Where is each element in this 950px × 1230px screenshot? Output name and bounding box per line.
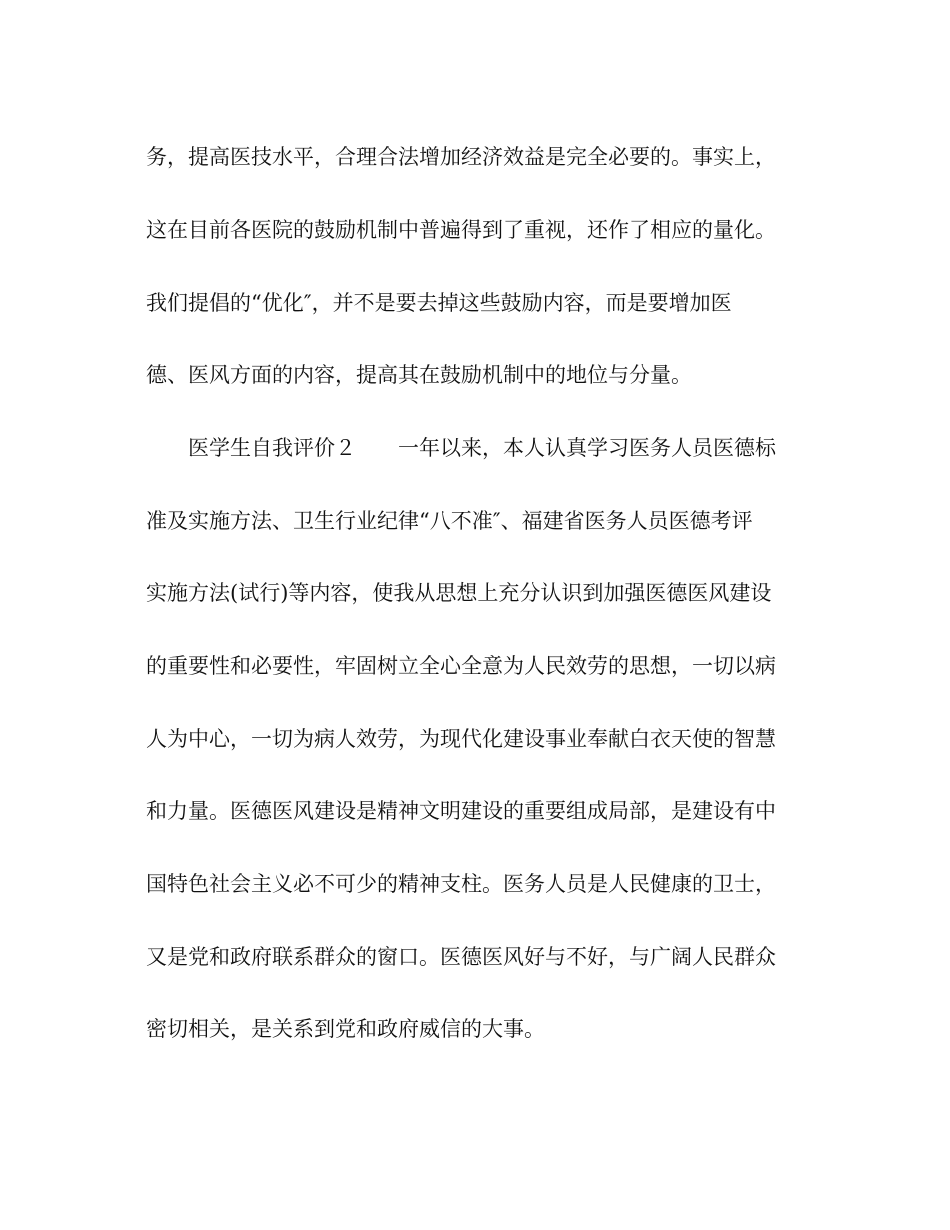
text-line: 和力量。医德医风建设是精神文明建设的重要组成局部，是建设有中 — [146, 799, 776, 823]
text-line: 国特色社会主义必不可少的精神支柱。医务人员是人民健康的卫士， — [146, 872, 776, 896]
text-line: 德、医风方面的内容，提高其在鼓励机制中的地位与分量。 — [146, 363, 692, 387]
text-line: 医学生自我评价２ 一年以来，本人认真学习医务人员医德标 — [146, 436, 776, 460]
text-line: 准及实施方法、卫生行业纪律“八不准″、福建省医务人员医德考评 — [146, 509, 753, 533]
text-line: 又是党和政府联系群众的窗口。医德医风好与不好，与广阔人民群众 — [146, 945, 776, 969]
text-line: 实施方法(试行)等内容，使我从思想上充分认识到加强医德医风建设 — [146, 581, 772, 605]
text-line: 密切相关，是关系到党和政府威信的大事。 — [146, 1017, 545, 1041]
text-line: 人为中心，一切为病人效劳，为现代化建设事业奉献白衣天使的智慧 — [146, 727, 776, 751]
text-line: 我们提倡的“优化″，并不是要去掉这些鼓励内容，而是要增加医 — [146, 291, 732, 315]
text-line: 务，提高医技水平，合理合法增加经济效益是完全必要的。事实上， — [146, 145, 776, 169]
text-line: 这在目前各医院的鼓励机制中普遍得到了重视，还作了相应的量化。 — [146, 218, 776, 242]
text-line: 的重要性和必要性，牢固树立全心全意为人民效劳的思想，一切以病 — [146, 654, 776, 678]
